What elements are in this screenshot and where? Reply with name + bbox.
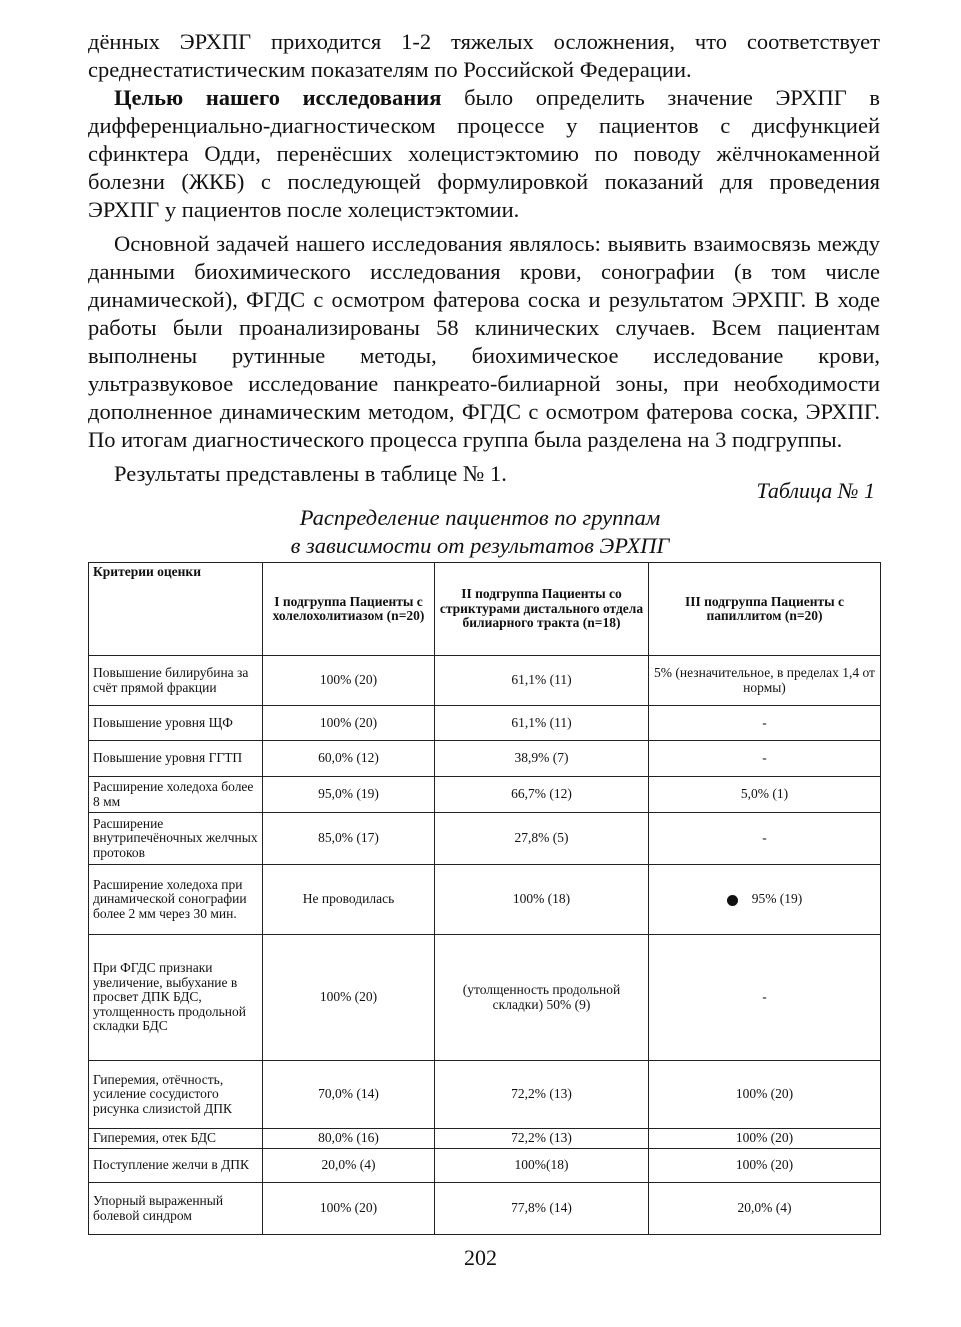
group-2-cell: 77,8% (14): [435, 1183, 649, 1235]
criterion-cell: Повышение уровня ЩФ: [89, 706, 263, 741]
table-number: Таблица № 1: [756, 478, 875, 503]
criterion-cell: Повышение уровня ГГТП: [89, 741, 263, 777]
group-2-cell: 27,8% (5): [435, 813, 649, 865]
criterion-cell: Гиперемия, отек БДС: [89, 1129, 263, 1149]
table-row: [89, 1149, 881, 1183]
table-title-line-2: в зависимости от результатов ЭРХПГ: [290, 533, 670, 558]
paragraph-2-bold: Целью нашего исследования: [114, 85, 442, 110]
group-2-cell: (утолщенность продольной складки) 50% (9): [435, 935, 649, 1061]
group-2-cell: 38,9% (7): [435, 741, 649, 777]
group-1-cell: Не проводилась: [263, 865, 435, 935]
table-title-line-1: Распределение пациентов по группам: [299, 505, 661, 530]
table-row: [89, 656, 881, 706]
group-3-cell: -: [649, 935, 881, 1061]
group-1-cell: 20,0% (4): [263, 1149, 435, 1183]
criterion-cell: Упорный выраженный болевой синдром: [89, 1183, 263, 1235]
group-3-cell: 100% (20): [649, 1129, 881, 1149]
group-2-cell: 72,2% (13): [435, 1129, 649, 1149]
table-header-row: [89, 563, 881, 656]
criterion-cell: Гиперемия, отёчность, усиление сосудистого рисунка слизистой ДПК: [89, 1061, 263, 1129]
header-group-2: II подгруппа Пациенты со стриктурами дистального отдела билиарного тракта (n=18): [435, 563, 649, 656]
table-row: [89, 1129, 881, 1149]
group-3-cell: [649, 865, 881, 935]
paragraph-1: дённых ЭРХПГ приходится 1-2 тяжелых осложнения, что соответствует среднестатистическим показателям по Российской Федерации.: [88, 29, 880, 82]
header-group-3: III подгруппа Пациенты с папиллитом (n=20): [649, 563, 881, 656]
group-2-cell: 100% (18): [435, 865, 649, 935]
group-3-cell: 20,0% (4): [649, 1183, 881, 1235]
paragraph-2-text: было определить значение ЭРХПГ в дифференциально-диагностическом процессе у пациентов с дисфункцией сфинктера Одди, перенёсших холецистэктомию по поводу жёлчнокаменной болезни (ЖКБ) с последующей формулировкой показаний для проведения ЭРХПГ у пациентов после холецистэктомии.: [88, 85, 880, 222]
table-row: [89, 935, 881, 1061]
bullet-dot-icon: [727, 895, 738, 906]
criterion-cell: Расширение холедоха более 8 мм: [89, 777, 263, 813]
table-row: [89, 813, 881, 865]
criterion-cell: Повышение билирубина за счёт прямой фракции: [89, 656, 263, 706]
paragraph-4: Результаты представлены в таблице № 1.: [114, 461, 507, 486]
page-number: 202: [464, 1245, 497, 1270]
group-3-cell: -: [649, 706, 881, 741]
group-3-cell: 5,0% (1): [649, 777, 881, 813]
group-3-cell: 100% (20): [649, 1149, 881, 1183]
group-2-cell: 100%(18): [435, 1149, 649, 1183]
table-row: [89, 706, 881, 741]
paragraph-2: [88, 84, 880, 224]
table-row: [89, 777, 881, 813]
paragraph-3: Основной задачей нашего исследования являлось: выявить взаимосвязь между данными биохимического исследования крови, сонографии (в том числе динамической), ФГДС с осмотром фатерова соска и результатом ЭРХПГ. В ходе работы были проанализированы 58 клинических случаев. Всем пациентам выполнены рутинные методы, биохимическое исследование крови, ультразвуковое исследование панкреато-билиарной зоны, при необходимости дополненное динамическим методом, ФГДС с осмотром фатерова соска, ЭРХПГ. По итогам диагностического процесса группа была разделена на 3 подгруппы.: [88, 231, 880, 452]
table-title: [180, 504, 780, 560]
group-3-value: 95% (19): [751, 891, 803, 907]
group-1-cell: 100% (20): [263, 935, 435, 1061]
group-1-cell: 100% (20): [263, 706, 435, 741]
group-2-cell: 72,2% (13): [435, 1061, 649, 1129]
group-1-cell: 100% (20): [263, 1183, 435, 1235]
results-table: [88, 562, 881, 1235]
group-1-cell: 95,0% (19): [263, 777, 435, 813]
group-1-cell: 85,0% (17): [263, 813, 435, 865]
criterion-cell: Поступление желчи в ДПК: [89, 1149, 263, 1183]
group-3-cell: 5% (незначительное, в пределах 1,4 от нормы): [649, 656, 881, 706]
group-3-cell: 100% (20): [649, 1061, 881, 1129]
header-group-1: I подгруппа Пациенты с холелохолитиазом (n=20): [263, 563, 435, 656]
table-row: [89, 741, 881, 777]
group-2-cell: 61,1% (11): [435, 656, 649, 706]
header-criteria: Критерии оценки: [89, 563, 263, 656]
table-row: [89, 1061, 881, 1129]
group-3-cell: -: [649, 813, 881, 865]
group-1-cell: 70,0% (14): [263, 1061, 435, 1129]
group-1-cell: 80,0% (16): [263, 1129, 435, 1149]
group-2-cell: 66,7% (12): [435, 777, 649, 813]
table-row: [89, 865, 881, 935]
group-2-cell: 61,1% (11): [435, 706, 649, 741]
group-3-cell: -: [649, 741, 881, 777]
criterion-cell: Расширение внутрипечёночных желчных протоков: [89, 813, 263, 865]
criterion-cell: Расширение холедоха при динамической сонографии более 2 мм через 30 мин.: [89, 865, 263, 935]
group-1-cell: 60,0% (12): [263, 741, 435, 777]
criterion-cell: При ФГДС признаки увеличение, выбухание в просвет ДПК БДС, утолщенность продольной складки БДС: [89, 935, 263, 1061]
body-text: [88, 28, 880, 488]
table-row: [89, 1183, 881, 1235]
group-1-cell: 100% (20): [263, 656, 435, 706]
